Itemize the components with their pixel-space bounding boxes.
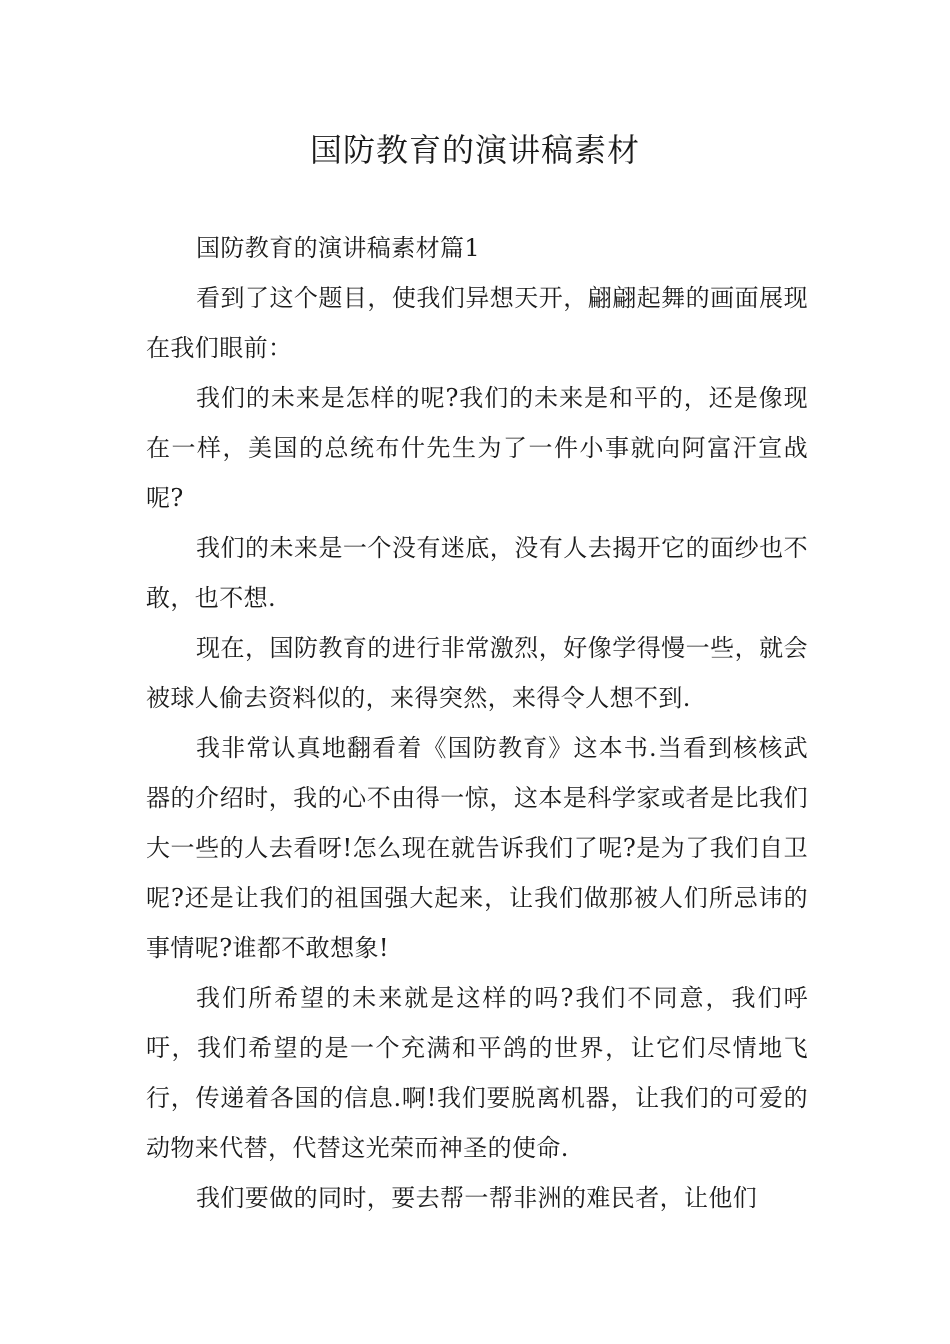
page-title: 国防教育的演讲稿素材 bbox=[309, 131, 640, 169]
paragraph: 我们的未来是一个没有迷底，没有人去揭开它的面纱也不敢，也不想. bbox=[146, 534, 808, 612]
paragraph: 我们所希望的未来就是这样的吗?我们不同意，我们呼吁，我们希望的是一个充满和平鸽的世界，让它们尽情地飞行，传递着各国的信息.啊!我们要脱离机器，让我们的可爱的动物来代替，代替这光荣而神圣的使命. bbox=[146, 984, 808, 1162]
paragraph-section-heading: 国防教育的演讲稿素材篇1 bbox=[196, 234, 481, 262]
paragraph: 我们的未来是怎样的呢?我们的未来是和平的，还是像现在一样，美国的总统布什先生为了一件小事就向阿富汗宣战呢? bbox=[146, 384, 808, 512]
paragraph: 现在，国防教育的进行非常激烈，好像学得慢一些，就会被球人偷去资料似的，来得突然，来得令人想不到. bbox=[146, 634, 808, 712]
paragraph: 看到了这个题目，使我们异想天开，翩翩起舞的画面展现在我们眼前： bbox=[146, 284, 808, 362]
document-body bbox=[146, 223, 808, 1223]
paragraph: 我们要做的同时，要去帮一帮非洲的难民者，让他们 bbox=[196, 1184, 758, 1212]
paragraph: 我非常认真地翻看着《国防教育》这本书.当看到核核武器的介绍时，我的心不由得一惊，这本是科学家或者是比我们大一些的人去看呀!怎么现在就告诉我们了呢?是为了我们自卫呢?还是让我们的祖国强大起来，让我们做那被人们所忌讳的事情呢?谁都不敢想象! bbox=[146, 734, 808, 962]
